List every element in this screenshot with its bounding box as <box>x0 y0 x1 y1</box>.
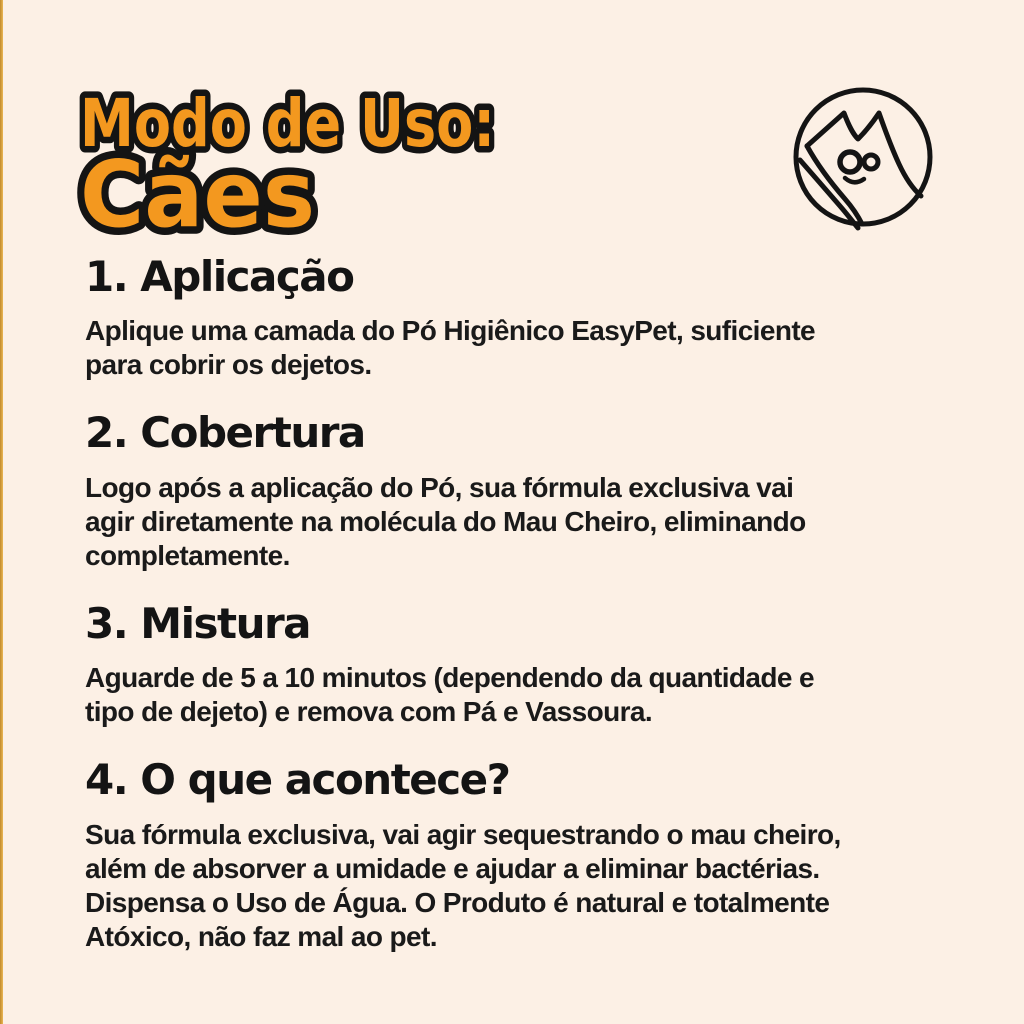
page-title <box>72 80 602 250</box>
section-aplicacao <box>85 252 960 382</box>
pet-right-eye <box>864 155 878 169</box>
section-heading: 3. Mistura <box>85 598 311 648</box>
left-edge-strip <box>0 0 3 1024</box>
body-line: para cobrir os dejetos. <box>85 349 372 381</box>
body-line: além de absorver a umidade e ajudar a eliminar bactérias. <box>85 852 820 884</box>
body-line: Aguarde de 5 a 10 minutos (dependendo da quantidade e <box>85 662 814 694</box>
body-line: Atóxico, não faz mal ao pet. <box>85 920 437 952</box>
body-line: agir diretamente na molécula do Mau Cheiro, eliminando <box>85 505 806 537</box>
body-line: completamente. <box>85 539 290 571</box>
body-line: Sua fórmula exclusiva, vai agir sequestrando o mau cheiro, <box>85 818 841 850</box>
pet-face-logo-icon <box>788 82 938 232</box>
title-line2: Cães <box>80 141 315 248</box>
section-heading: 4. O que acontece? <box>85 755 510 805</box>
section-o-que-acontece <box>85 755 960 953</box>
section-cobertura <box>85 408 960 572</box>
section-heading: 1. Aplicação <box>85 252 354 301</box>
section-heading: 2. Cobertura <box>85 408 365 458</box>
pet-arm-inner <box>807 146 862 224</box>
body-line: tipo de dejeto) e remova com Pá e Vassoura. <box>85 696 653 728</box>
body-line: Dispensa o Uso de Água. O Produto é natural e totalmente <box>85 886 830 918</box>
title-line1: Modo de Uso: <box>80 85 495 162</box>
pet-left-eye <box>840 152 860 172</box>
pet-smile <box>845 178 864 182</box>
body-line: Aplique uma camada do Pó Higiênico EasyPet, suficiente <box>85 315 816 347</box>
section-mistura <box>85 599 960 729</box>
body-line: Logo após a aplicação do Pó, sua fórmula exclusiva vai <box>85 471 794 503</box>
instructions <box>85 252 960 978</box>
pet-head-outline <box>807 113 921 196</box>
